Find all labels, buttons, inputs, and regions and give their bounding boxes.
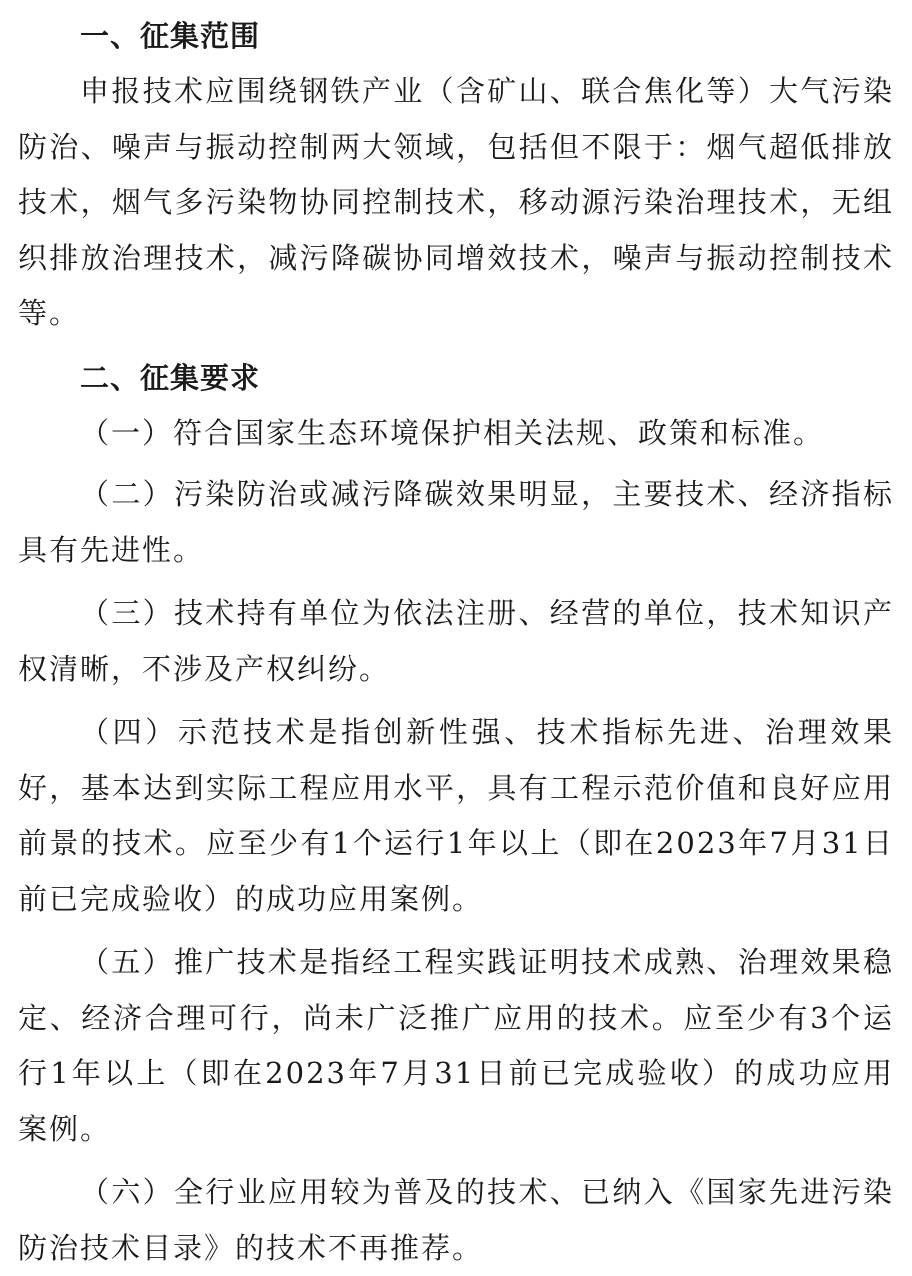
requirement-item-2: （二）污染防治或减污降碳效果明显，主要技术、经济指标具有先进性。 (18, 477, 894, 567)
requirement-item-5: （五）推广技术是指经工程实践证明技术成熟、治理效果稳定、经济合理可行，尚未广泛推广应用的技术。应至少有3个运行1年以上（即在2023年7月31日前已完成验收）的成功应用案例。 (18, 945, 894, 1146)
requirement-item-3: （三）技术持有单位为依法注册、经营的单位，技术知识产权清晰，不涉及产权纠纷。 (18, 596, 894, 686)
requirement-item-6: （六）全行业应用较为普及的技术、已纳入《国家先进污染防治技术目录》的技术不再推荐。 (18, 1175, 894, 1265)
section-heading-requirements: 二、征集要求 (80, 360, 261, 395)
requirement-item-1: （一）符合国家生态环境保护相关法规、政策和标准。 (80, 415, 825, 450)
section-heading-scope: 一、征集范围 (80, 19, 261, 53)
requirement-item-4: （四）示范技术是指创新性强、技术指标先进、治理效果好，基本达到实际工程应用水平，具有工程示范价值和良好应用前景的技术。应至少有1个运行1年以上（即在2023年7月31日前已完成验收）的成功应用案例。 (18, 715, 894, 916)
scope-paragraph: 申报技术应围绕钢铁产业（含矿山、联合焦化等）大气污染防治、噪声与振动控制两大领域，包括但不限于：烟气超低排放技术，烟气多污染物协同控制技术，移动源污染治理技术，无组织排放治理技术，减污降碳协同增效技术，噪声与振动控制技术等。 (18, 74, 894, 330)
